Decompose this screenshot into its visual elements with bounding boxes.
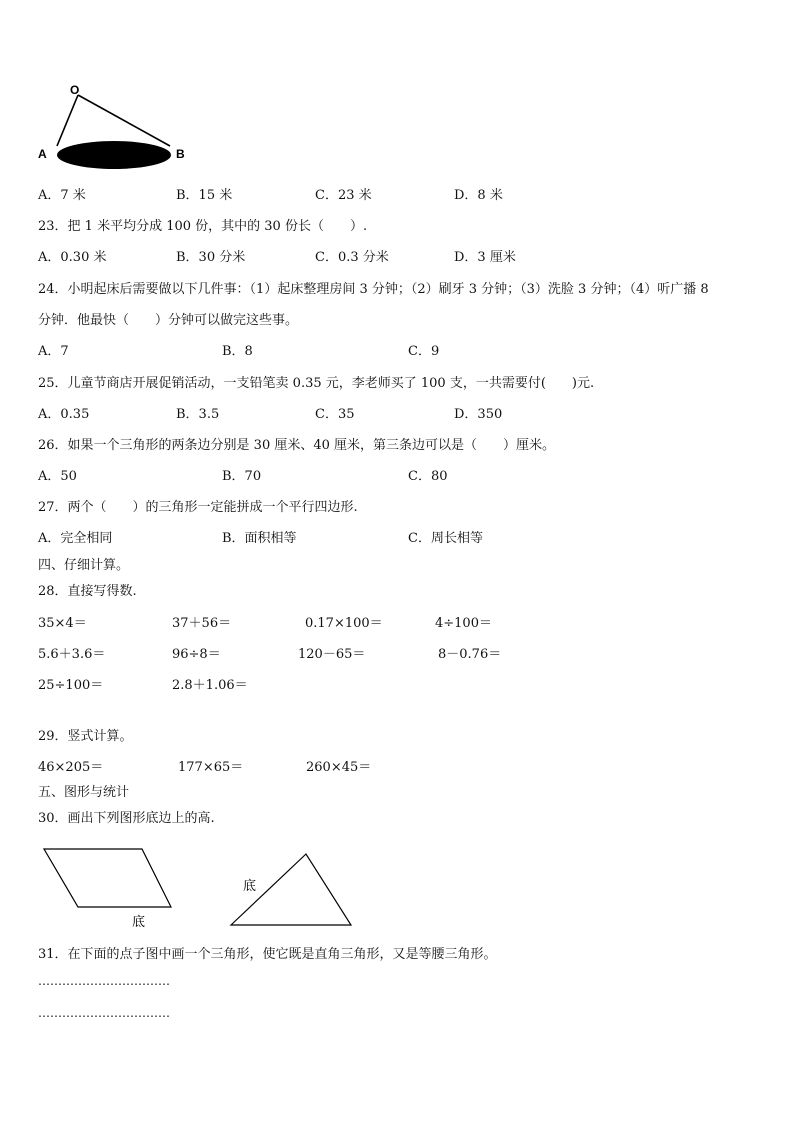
q25-option-d[interactable]: D．350	[454, 407, 503, 422]
parallelogram-base-label: 底	[132, 915, 146, 930]
q31-question: 31．在下面的点子图中画一个三角形，使它既是直角三角形，又是等腰三角形。	[38, 947, 497, 962]
label-o: O	[70, 83, 80, 97]
q28-item[interactable]: 25÷100＝	[38, 678, 104, 693]
q24-question-line2: 分钟．他最快（ ）分钟可以做完这些事。	[38, 313, 299, 328]
q28-item[interactable]: 0.17×100＝	[305, 616, 383, 631]
q29-item[interactable]: 46×205＝	[38, 760, 104, 775]
q28-item[interactable]: 8－0.76＝	[438, 647, 502, 662]
q23-question: 23．把 1 米平均分成 100 份，其中的 30 份长（ ）.	[38, 219, 368, 234]
q28-item[interactable]: 4÷100＝	[435, 616, 492, 631]
q30-figures[interactable]	[30, 840, 370, 935]
q24-option-b[interactable]: B．8	[222, 344, 253, 359]
q26-option-c[interactable]: C．80	[408, 469, 448, 484]
q27-option-b[interactable]: B．面积相等	[222, 531, 297, 546]
q27-option-c[interactable]: C．周长相等	[408, 531, 483, 546]
q25-question: 25．儿童节商店开展促销活动，一支铅笔卖 0.35 元，李老师买了 100 支，一共需要付( )元.	[38, 376, 595, 391]
q22-option-d[interactable]: D．8 米	[454, 188, 503, 203]
q28-question: 28．直接写得数.	[38, 584, 137, 599]
q24-option-a[interactable]: A．7	[38, 344, 69, 359]
parallelogram-shape[interactable]	[44, 849, 171, 907]
q29-item[interactable]: 260×45＝	[306, 760, 372, 775]
q28-item[interactable]: 2.8＋1.06＝	[172, 678, 248, 693]
dot-grid-row[interactable]: ……………………………	[38, 1006, 170, 1020]
q25-option-a[interactable]: A．0.35	[38, 407, 90, 422]
q28-item[interactable]: 37＋56＝	[172, 616, 232, 631]
q28-item[interactable]: 35×4＝	[38, 616, 87, 631]
cone-base	[57, 141, 171, 169]
section-4-heading: 四、仔细计算。	[38, 558, 130, 573]
label-b: B	[176, 147, 185, 161]
triangle-base-label: 底	[243, 879, 257, 894]
q29-item[interactable]: 177×65＝	[178, 760, 244, 775]
q23-option-d[interactable]: D．3 厘米	[454, 250, 516, 265]
q22-option-c[interactable]: C．23 米	[315, 188, 372, 203]
q27-question: 27．两个（ ）的三角形一定能拼成一个平行四边形.	[38, 500, 358, 515]
q26-option-b[interactable]: B．70	[222, 469, 262, 484]
section-5-heading: 五、图形与统计	[38, 785, 130, 800]
q23-option-b[interactable]: B．30 分米	[176, 250, 246, 265]
dot-grid-row[interactable]: ……………………………	[38, 974, 170, 988]
q22-option-b[interactable]: B．15 米	[176, 188, 233, 203]
q22-option-a[interactable]: A．7 米	[38, 188, 86, 203]
q27-option-a[interactable]: A．完全相同	[38, 531, 113, 546]
q28-item[interactable]: 96÷8＝	[172, 647, 221, 662]
label-a: A	[38, 147, 47, 161]
q26-option-a[interactable]: A．50	[38, 469, 77, 484]
q25-option-c[interactable]: C．35	[315, 407, 355, 422]
q24-question-line1: 24．小明起床后需要做以下几件事：（1）起床整理房间 3 分钟；（2）刷牙 3 分钟；（3）洗脸 3 分钟；（4）听广播 8	[38, 282, 709, 297]
q28-item[interactable]: 5.6＋3.6＝	[38, 647, 106, 662]
cone-figure	[30, 78, 200, 178]
q23-option-a[interactable]: A．0.30 米	[38, 250, 107, 265]
cone-edge-left	[57, 95, 78, 146]
q23-option-c[interactable]: C．0.3 分米	[315, 250, 389, 265]
q28-item[interactable]: 120－65＝	[298, 647, 366, 662]
q24-option-c[interactable]: C．9	[408, 344, 440, 359]
q26-question: 26．如果一个三角形的两条边分别是 30 厘米、40 厘米，第三条边可以是（ ）厘米。	[38, 438, 556, 453]
q30-question: 30．画出下列图形底边上的高.	[38, 811, 215, 826]
cone-edge-right	[78, 95, 170, 146]
q25-option-b[interactable]: B．3.5	[176, 407, 220, 422]
q29-question: 29．竖式计算。	[38, 729, 133, 744]
